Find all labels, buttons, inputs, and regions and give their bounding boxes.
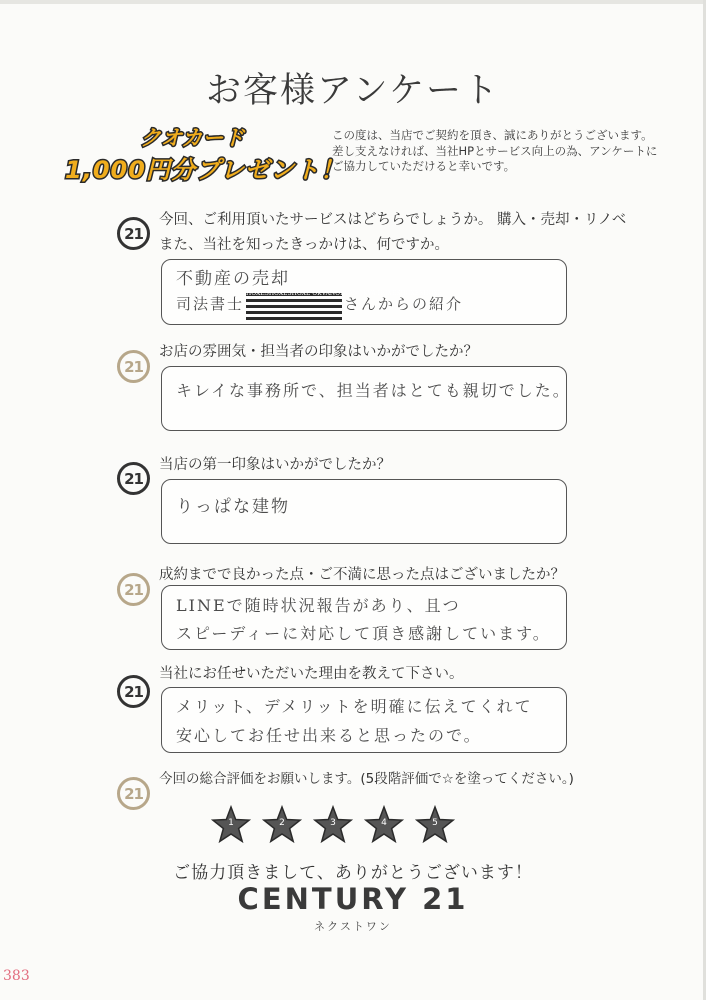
question-1-line-1: 今回、ご利用頂いたサービスはどちらでしょうか。 購入・売却・リノベ [159,212,627,228]
rating-star-1[interactable] [211,805,251,845]
promo-present-text: 1,000円分プレゼント！ [65,156,345,184]
redacted-name: HOXESHOXESHOXE OKVANOKVANOKVA HOXESHOXESHOXE [246,290,342,320]
branch-name: ネクストワン [314,920,392,933]
rating-star-3[interactable] [313,805,353,845]
answer-5-line-2: 安心してお任せ出来ると思ったので。 [176,726,482,745]
rating-star-label: 2 [279,818,285,828]
rating-star-2[interactable] [262,805,302,845]
thanks-text: ご協力頂きまして、ありがとうございます！ [173,863,533,883]
rating-star-label: 1 [228,818,234,828]
page-number: 383 [3,968,30,984]
survey-title: お客様アンケート [206,71,500,111]
century21-logo-icon: 21 [117,777,150,810]
promo-card-name: クオカード [140,126,245,150]
question-4-line-1: 成約までで良かった点・ご不満に思った点はございましたか？ [159,567,565,583]
rating-star-4[interactable] [364,805,404,845]
century21-logo-icon: 21 [117,573,150,606]
question-2-line-1: お店の雰囲気・担当者の印象はいかがでしたか？ [159,344,478,360]
rating-star-label: 5 [432,818,438,828]
question-5-line-1: 当社にお任せいただいた理由を教えて下さい。 [159,666,464,682]
answer-3-line-1: りっぱな建物 [176,497,290,517]
century21-logo-icon: 21 [117,462,150,495]
question-1-line-2: また、当社を知ったきっかけは、何ですか。 [159,237,449,253]
answer-1-line-2: 司法書士HOXESHOXESHOXE OKVANOKVANOKVA HOXESHOXESHOXEさんからの紹介 [176,290,463,320]
century21-logo-icon: 21 [117,675,150,708]
answer-box-2 [161,366,571,431]
answer-box-4 [161,585,567,650]
century21-logo-icon: 21 [117,350,150,383]
answer-4-line-2: スピーディーに対応して頂き感謝しています。 [176,624,551,643]
rating-star-5[interactable] [415,805,455,845]
intro-text: この度は、当店でご契約を頂き、誠にありがとうございます。差し支えなければ、当社HPとサービス向上の為、アンケートにご協力していただけると幸いです。 [332,128,658,173]
answer-box-1 [161,259,567,325]
answer-box-5 [161,687,567,753]
century21-logo-icon: 21 [117,217,150,250]
rating-stars [211,805,455,845]
question-6-line-1: 今回の総合評価をお願いします。(5段階評価で☆を塗ってください。) [159,771,574,787]
answer-5-line-1: メリット、デメリットを明確に伝えてくれて [176,697,533,716]
answer-box-3 [161,479,567,544]
question-3-line-1: 当店の第一印象はいかがでしたか？ [159,457,391,473]
brand-logo-text: CENTURY 21 [237,882,469,916]
answer-2-line-1: キレイな事務所で、担当者はとても親切でした。 [176,381,571,400]
scan-edge-top [0,0,706,4]
rating-star-label: 4 [381,818,387,828]
answer-4-line-1: LINEで随時状況報告があり、且つ [176,596,461,615]
rating-star-label: 3 [330,818,336,828]
answer-1-line-1: 不動産の売却 [176,269,290,289]
